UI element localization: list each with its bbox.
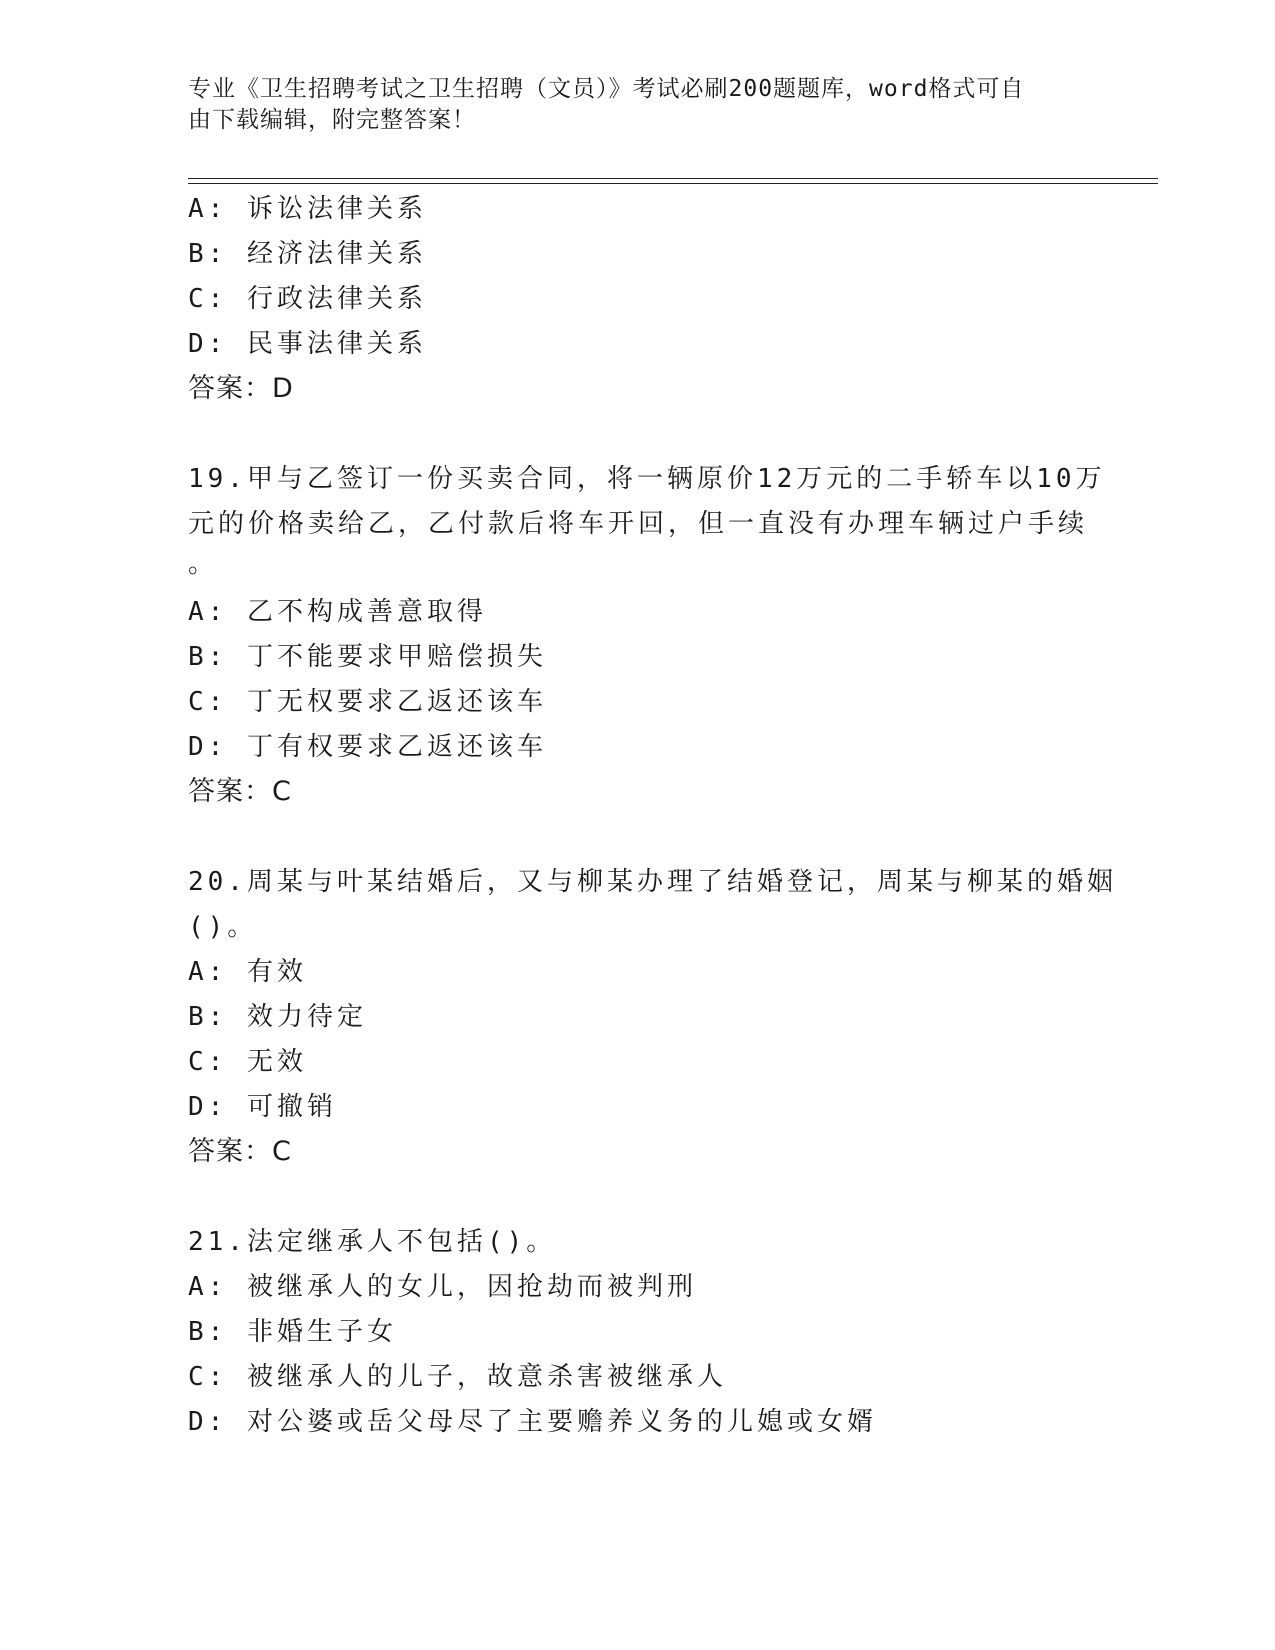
prev-option-c: C: 行政法律关系: [188, 284, 427, 314]
q20-option-d: D: 可撤销: [188, 1092, 337, 1122]
q19-answer: 答案：C: [188, 776, 292, 807]
q19-option-c: C: 丁无权要求乙返还该车: [188, 687, 547, 717]
q19-stem-line-1: 19.甲与乙签订一份买卖合同，将一辆原价12万元的二手轿车以10万: [188, 464, 1106, 494]
q19-option-b: B: 丁不能要求甲赔偿损失: [188, 642, 547, 672]
q20-stem-line-1: 20.周某与叶某结婚后，又与柳某办理了结婚登记，周某与柳某的婚姻: [188, 867, 1117, 897]
header-divider-bottom: [188, 183, 1158, 184]
q21-option-b: B: 非婚生子女: [188, 1317, 397, 1347]
q21-option-d: D: 对公婆或岳父母尽了主要赡养义务的儿媳或女婿: [188, 1407, 877, 1437]
q21-stem-line-1: 21.法定继承人不包括()。: [188, 1227, 557, 1257]
q20-option-c: C: 无效: [188, 1047, 307, 1077]
header-line-2: 由下载编辑，附完整答案！: [188, 107, 476, 133]
q20-option-a: A: 有效: [188, 957, 307, 987]
q20-answer: 答案：C: [188, 1136, 292, 1167]
q19-option-a: A: 乙不构成善意取得: [188, 597, 487, 627]
prev-answer: 答案：D: [188, 373, 294, 404]
q21-option-a: A: 被继承人的女儿，因抢劫而被判刑: [188, 1272, 697, 1302]
q19-stem-line-2: 元的价格卖给乙，乙付款后将车开回，但一直没有办理车辆过户手续: [188, 509, 1089, 539]
q19-stem-line-3: 。: [188, 549, 219, 579]
header-line-1: 专业《卫生招聘考试之卫生招聘（文员）》考试必刷200题题库，word格式可自: [188, 76, 1025, 102]
header-divider-top: [188, 178, 1158, 179]
prev-option-b: B: 经济法律关系: [188, 239, 427, 269]
prev-option-a: A: 诉讼法律关系: [188, 194, 427, 224]
q21-option-c: C: 被继承人的儿子，故意杀害被继承人: [188, 1362, 727, 1392]
q20-stem-line-2: ()。: [188, 912, 258, 942]
prev-option-d: D: 民事法律关系: [188, 329, 427, 359]
q19-option-d: D: 丁有权要求乙返还该车: [188, 732, 547, 762]
document-header: [188, 74, 1078, 136]
q20-option-b: B: 效力待定: [188, 1002, 367, 1032]
